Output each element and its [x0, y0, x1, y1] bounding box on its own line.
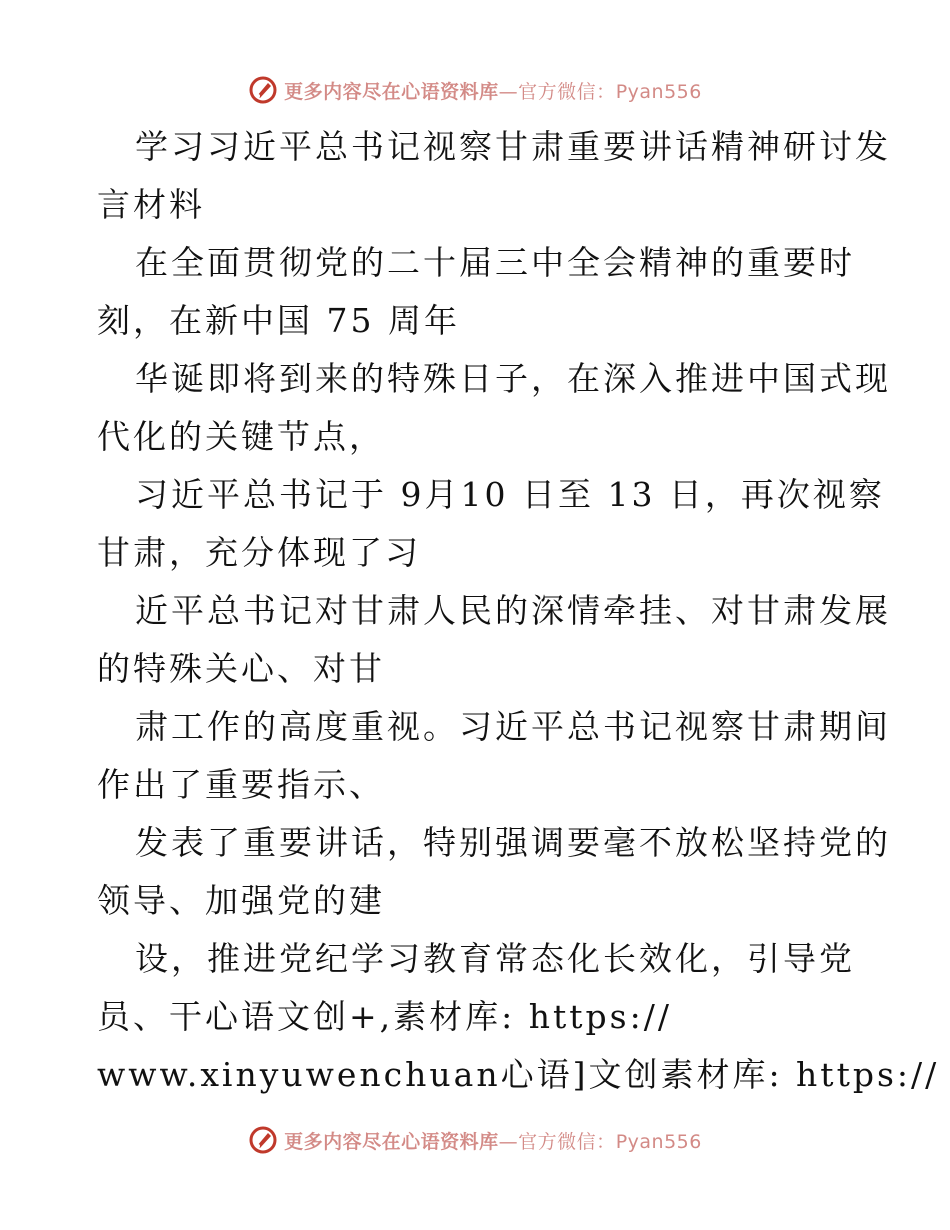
- header-banner-wechat-label: 官方微信：: [518, 80, 616, 103]
- text-line: 员、干心语文创+,素材库: https://: [97, 997, 672, 1036]
- header-banner: [0, 70, 950, 110]
- footer-banner-main: 更多内容尽在心语资料库: [284, 1130, 499, 1153]
- text-line: 设，推进党纪学习教育常态化长效化，引导党: [135, 939, 855, 978]
- footer-banner: [0, 1120, 950, 1160]
- footer-banner-separator: —: [498, 1130, 519, 1153]
- text-line: 言材料: [97, 185, 205, 224]
- header-banner-separator: —: [498, 80, 519, 103]
- text-line: 刻，在新中国 75 周年: [97, 301, 460, 340]
- text-line: www.xinyuwenchuan心语]文创素材库: https://: [97, 1055, 940, 1094]
- pen-circle-logo-icon: [248, 75, 278, 105]
- text-line: 学习习近平总书记视察甘肃重要讲话精神研讨发: [135, 127, 891, 166]
- pen-circle-logo-icon: [248, 1125, 278, 1155]
- text-line: 在全面贯彻党的二十届三中全会精神的重要时: [135, 243, 855, 282]
- header-banner-wechat-id: Pyan556: [615, 80, 702, 103]
- footer-banner-text: [284, 1127, 702, 1154]
- text-line: 肃工作的高度重视。习近平总书记视察甘肃期间: [135, 707, 891, 746]
- footer-banner-wechat-id: Pyan556: [615, 1130, 702, 1153]
- text-line: 的特殊关心、对甘: [97, 649, 385, 688]
- text-line: 领导、加强党的建: [97, 881, 385, 920]
- header-banner-main: 更多内容尽在心语资料库: [284, 80, 499, 103]
- footer-banner-wechat-label: 官方微信：: [518, 1130, 616, 1153]
- text-line: 习近平总书记于 9月10 日至 13 日，再次视察: [135, 475, 885, 514]
- document-body: [97, 118, 940, 1104]
- text-line: 近平总书记对甘肃人民的深情牵挂、对甘肃发展: [135, 591, 891, 630]
- text-line: 发表了重要讲话，特别强调要毫不放松坚持党的: [135, 823, 891, 862]
- text-line: 代化的关键节点，: [97, 417, 385, 456]
- header-banner-text: [284, 77, 702, 104]
- text-line: 华诞即将到来的特殊日子，在深入推进中国式现: [135, 359, 891, 398]
- text-line: 作出了重要指示、: [97, 765, 385, 804]
- text-line: 甘肃，充分体现了习: [97, 533, 421, 572]
